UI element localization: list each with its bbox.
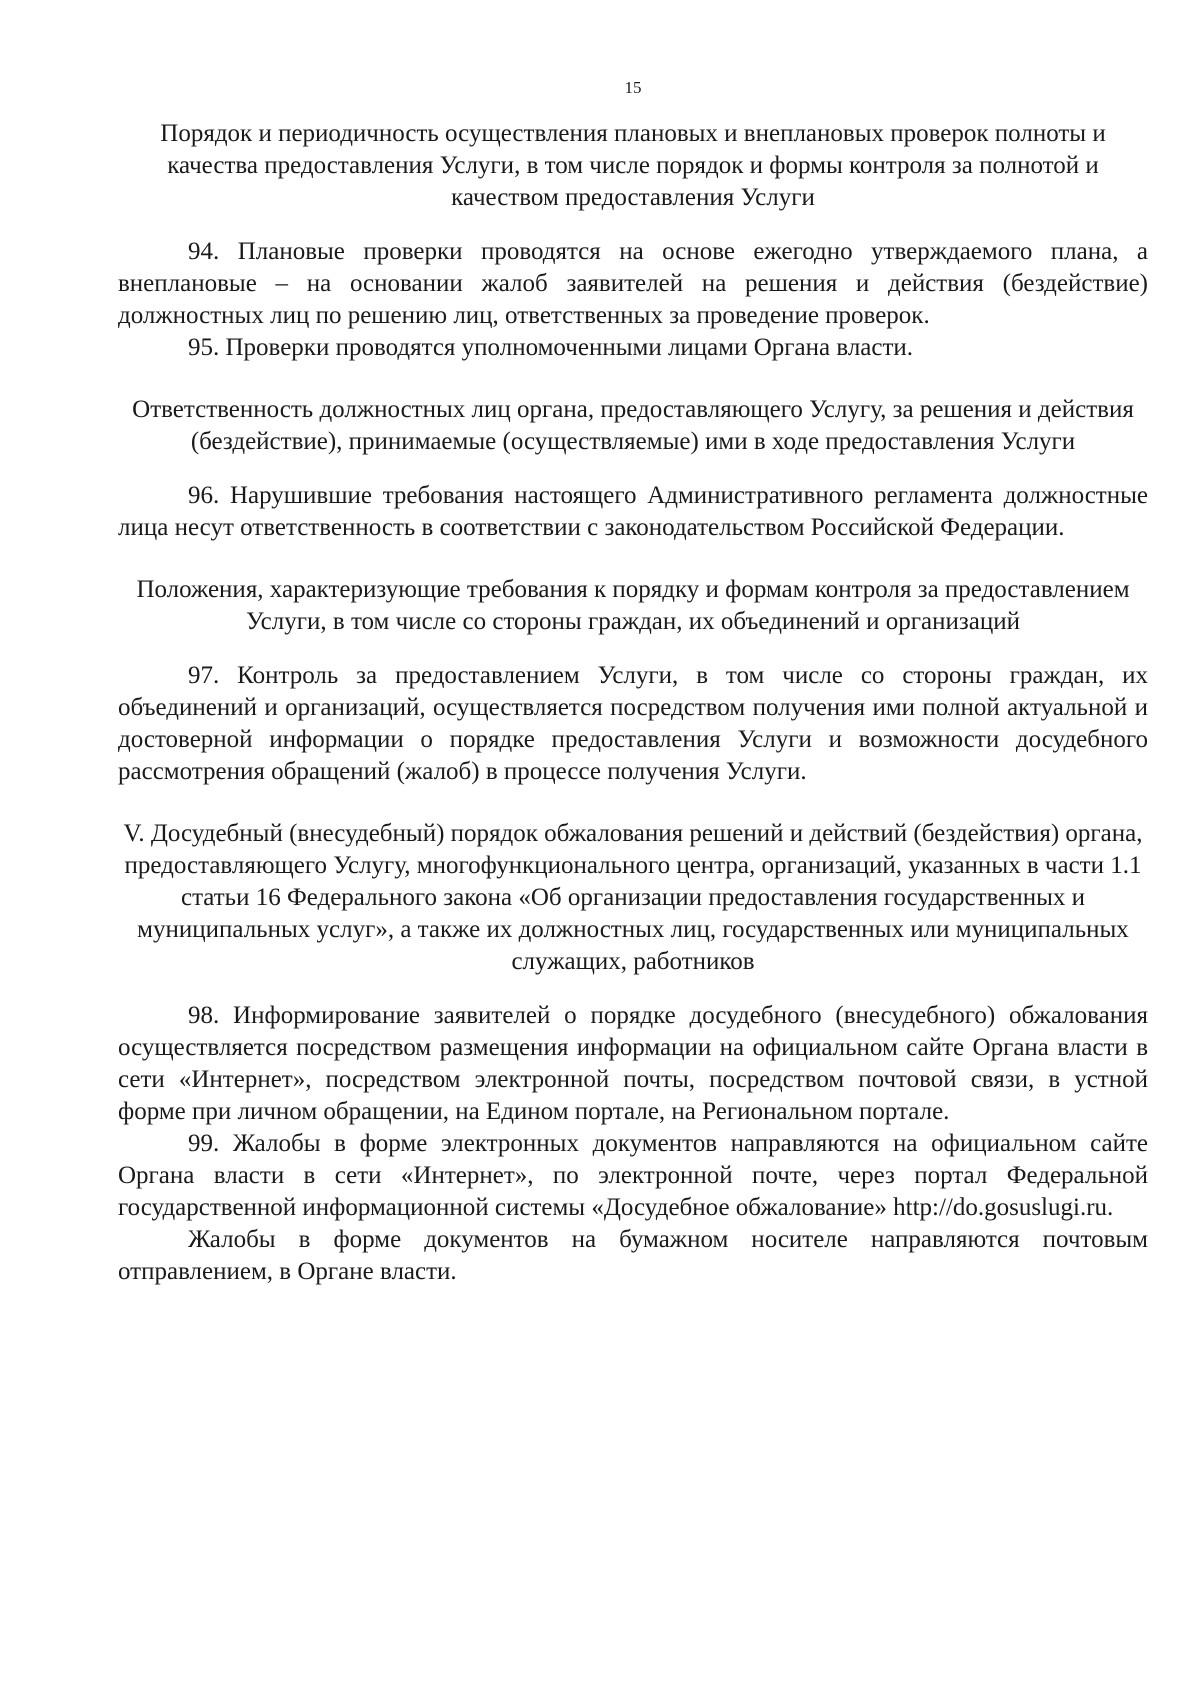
section-heading-control-requirements: Положения, характеризующие требования к порядку и формам контроля за предоставлением Услуги, в том числе со стороны граждан, их объединений и организаций (136, 576, 1130, 635)
paragraph-97: 97. Контроль за предоставлением Услуги, в том числе со стороны граждан, их объединений и организаций, осуществляется посредством получения ими полной актуальной и достоверной информации о порядке предоставления Услуги и возможности досудебного рассмотрения обращений (жалоб) в процессе получения Услуги. (118, 662, 1148, 785)
paragraph-98: 98. Информирование заявителей о порядке досудебного (внесудебного) обжалования осуществляется посредством размещения информации на официальном сайте Органа власти в сети «Интернет», посредством электронной почты, посредством почтовой связи, в устной форме при личном обращении, на Едином портале, на Региональном портале. (118, 1002, 1148, 1125)
page-number: 15 (624, 78, 642, 97)
paragraph-99: 99. Жалобы в форме электронных документов направляются на официальном сайте Органа власти в сети «Интернет», по электронной почте, через портал Федеральной государственной информационной системы «Досудебное обжалование» http://do.gosuslugi.ru. (118, 1130, 1148, 1221)
paragraph-96: 96. Нарушившие требования настоящего Административного регламента должностные лица несут ответственность в соответствии с законодательством Российской Федерации. (118, 482, 1148, 541)
section-heading-appeal-procedure: V. Досудебный (внесудебный) порядок обжалования решений и действий (бездействия) органа, предоставляющего Услугу, многофункционального центра, организаций, указанных в части 1.1 статьи 16 Федерального закона «Об организации предоставления государственных и муниципальных услуг», а также их должностных лиц, государственных или муниципальных служащих, работников (123, 820, 1143, 975)
section-heading-responsibility: Ответственность должностных лиц органа, предоставляющего Услугу, за решения и действия (бездействие), принимаемые (осуществляемые) ими в ходе предоставления Услуги (132, 396, 1134, 455)
paragraph-94: 94. Плановые проверки проводятся на основе ежегодно утверждаемого плана, а внеплановые – на основании жалоб заявителей на решения и действия (бездействие) должностных лиц по решению лиц, ответственных за проведение проверок. (118, 238, 1148, 329)
paragraph-95: 95. Проверки проводятся уполномоченными лицами Органа власти. (188, 334, 914, 361)
paragraph-paper-complaints: Жалобы в форме документов на бумажном носителе направляются почтовым отправлением, в Органе власти. (118, 1226, 1148, 1285)
section-heading-inspections: Порядок и периодичность осуществления плановых и внеплановых проверок полноты и качества предоставления Услуги, в том числе порядок и формы контроля за полнотой и качеством предоставления Услуги (160, 120, 1106, 211)
